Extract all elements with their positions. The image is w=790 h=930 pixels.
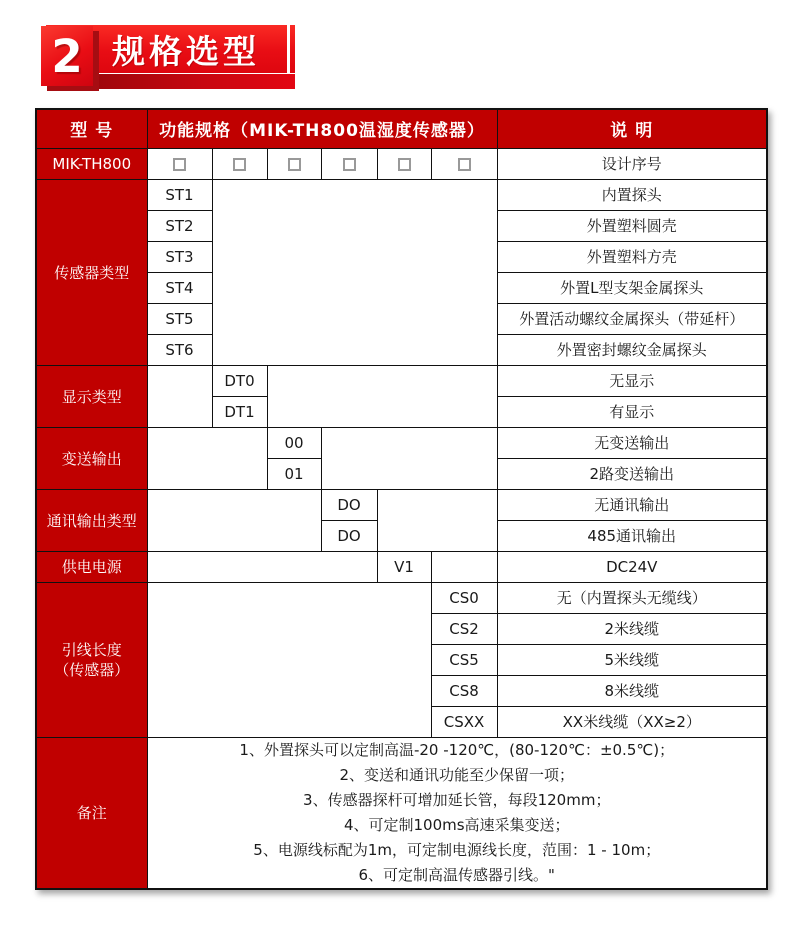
notes-section-label: 备注 (36, 737, 147, 889)
comm-desc: 485通讯输出 (497, 520, 767, 551)
cable-label-line2: （传感器） (54, 660, 130, 679)
cable-desc: 8米线缆 (497, 675, 767, 706)
comm-row (36, 489, 767, 520)
spec-checkbox-3[interactable] (288, 158, 301, 171)
sensor-code: ST6 (147, 334, 212, 365)
power-desc: DC24V (497, 551, 767, 582)
spec-checkbox-cell (431, 148, 497, 179)
display-code: DT0 (212, 365, 267, 396)
sensor-section-label: 传感器类型 (36, 179, 147, 365)
cable-desc: XX米线缆（XX≥2） (497, 706, 767, 737)
empty-spec-cell (212, 179, 497, 365)
cable-code: CS8 (431, 675, 497, 706)
col-header-desc: 说 明 (497, 109, 767, 148)
spec-checkbox-2[interactable] (233, 158, 246, 171)
transmit-code: 00 (267, 427, 321, 458)
spec-checkbox-6[interactable] (458, 158, 471, 171)
empty-spec-cell (321, 427, 497, 489)
note-item: 3、传感器探杆可增加延长管，每段120mm； (303, 790, 611, 809)
empty-spec-cell (431, 551, 497, 582)
section-title: 规格选型 (112, 31, 260, 71)
spec-checkbox-cell (321, 148, 377, 179)
cable-section-label (36, 582, 147, 737)
power-code: V1 (377, 551, 431, 582)
empty-spec-cell (147, 489, 321, 551)
cable-label-line1: 引线长度 (61, 640, 122, 659)
note-item: 1、外置探头可以定制高温-20 -120℃，(80-120℃：±0.5℃)； (239, 740, 675, 759)
comm-code: DO (321, 489, 377, 520)
transmit-section-label: 变送输出 (36, 427, 147, 489)
comm-section-label: 通讯输出类型 (36, 489, 147, 551)
model-row-desc: 设计序号 (497, 148, 767, 179)
display-desc: 无显示 (497, 365, 767, 396)
sensor-desc: 外置塑料圆壳 (497, 210, 767, 241)
display-section-label: 显示类型 (36, 365, 147, 427)
section-header (0, 0, 790, 108)
cable-desc: 无（内置探头无缆线） (497, 582, 767, 613)
comm-desc: 无通讯输出 (497, 489, 767, 520)
sensor-desc: 内置探头 (497, 179, 767, 210)
display-row (36, 365, 767, 396)
transmit-code: 01 (267, 458, 321, 489)
transmit-row (36, 427, 767, 458)
empty-spec-cell (147, 582, 431, 737)
sensor-desc: 外置L型支架金属探头 (497, 272, 767, 303)
col-header-model: 型 号 (36, 109, 147, 148)
transmit-desc: 2路变送输出 (497, 458, 767, 489)
empty-spec-cell (377, 489, 497, 551)
model-row (36, 148, 767, 179)
note-item: 5、电源线标配为1m，可定制电源线长度，范围：1 - 10m； (253, 840, 661, 859)
cable-code: CS5 (431, 644, 497, 675)
section-number: 2 (51, 29, 83, 83)
power-row (36, 551, 767, 582)
spec-checkbox-cell (212, 148, 267, 179)
spec-selection-table (35, 108, 768, 890)
section-number-badge (41, 26, 93, 86)
empty-spec-cell (267, 365, 497, 427)
empty-spec-cell (147, 365, 212, 427)
cable-code: CSXX (431, 706, 497, 737)
model-name: MIK-TH800 (36, 148, 147, 179)
notes-content (147, 737, 767, 889)
sensor-code: ST1 (147, 179, 212, 210)
sensor-row (36, 179, 767, 210)
sensor-desc: 外置塑料方壳 (497, 241, 767, 272)
spec-checkbox-4[interactable] (343, 158, 356, 171)
comm-code: DO (321, 520, 377, 551)
sensor-code: ST5 (147, 303, 212, 334)
table-header-row (36, 109, 767, 148)
col-header-spec: 功能规格（MIK-TH800温湿度传感器） (147, 109, 497, 148)
banner-shadow-strip (70, 74, 295, 89)
note-item: 6、可定制高温传感器引线。" (358, 865, 555, 884)
spec-checkbox-cell (377, 148, 431, 179)
notes-row (36, 737, 767, 889)
note-item: 2、变送和通讯功能至少保留一项； (339, 765, 575, 784)
sensor-desc: 外置活动螺纹金属探头（带延杆） (497, 303, 767, 334)
sensor-code: ST4 (147, 272, 212, 303)
cable-row (36, 582, 767, 613)
power-section-label: 供电电源 (36, 551, 147, 582)
spec-checkbox-5[interactable] (398, 158, 411, 171)
empty-spec-cell (147, 551, 377, 582)
cable-code: CS0 (431, 582, 497, 613)
display-code: DT1 (212, 396, 267, 427)
cable-code: CS2 (431, 613, 497, 644)
spec-checkbox-cell (147, 148, 212, 179)
cable-desc: 2米线缆 (497, 613, 767, 644)
note-item: 4、可定制100ms高速采集变送； (343, 815, 570, 834)
sensor-code: ST2 (147, 210, 212, 241)
transmit-desc: 无变送输出 (497, 427, 767, 458)
sensor-desc: 外置密封螺纹金属探头 (497, 334, 767, 365)
spec-checkbox-1[interactable] (173, 158, 186, 171)
cable-desc: 5米线缆 (497, 644, 767, 675)
spec-checkbox-cell (267, 148, 321, 179)
display-desc: 有显示 (497, 396, 767, 427)
sensor-code: ST3 (147, 241, 212, 272)
empty-spec-cell (147, 427, 267, 489)
banner-notch-decoration (287, 25, 290, 73)
